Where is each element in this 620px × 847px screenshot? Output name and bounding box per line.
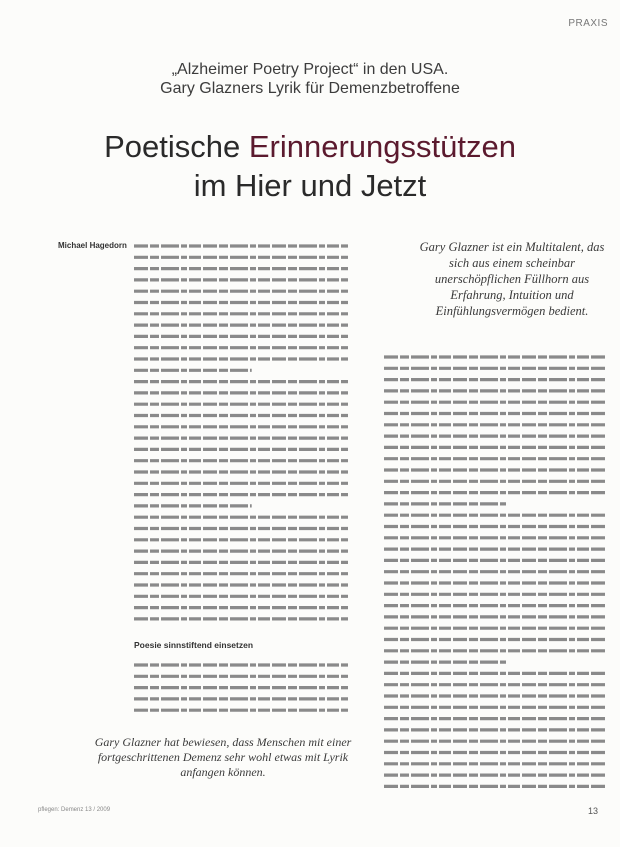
body-text-lines-left	[134, 241, 348, 623]
pull-quote-top: Gary Glazner ist ein Multitalent, das sich aus einem scheinbar unerschöpflichen Füllhorn aus Erfahrung, Intuition und Einfühlungsvermögen bedient.	[419, 240, 605, 318]
body-text-lines-right	[384, 352, 606, 792]
section-label: PRAXIS	[568, 18, 608, 29]
pull-quote-bottom: Gary Glazner hat bewiesen, dass Menschen mit einer fortgeschrittenen Demenz sehr wohl etwas mit Lyrik anfangen können.	[94, 735, 352, 779]
footer-publication: pflegen: Demenz 13 / 2009	[38, 807, 111, 813]
page-number: 13	[587, 806, 598, 816]
kicker-line-1: „Alzheimer Poetry Project“ in den USA.	[171, 61, 449, 78]
subheading: Poesie sinnstiftend einsetzen	[134, 640, 254, 650]
headline-line-1	[0, 127, 620, 166]
author-byline: Michael Hagedorn	[58, 241, 127, 250]
body-column-left	[134, 241, 348, 623]
kicker-line-2: Gary Glazners Lyrik für Demenzbetroffene	[160, 80, 460, 97]
headline-part-1: Poetische	[104, 129, 249, 164]
body-column-left-lower	[134, 660, 348, 718]
headline-line-2: im Hier und Jetzt	[193, 168, 427, 203]
headline-accent: Erinnerungsstützen	[248, 129, 516, 164]
body-column-right	[384, 352, 606, 792]
body-text-lines-left-lower	[134, 660, 348, 718]
